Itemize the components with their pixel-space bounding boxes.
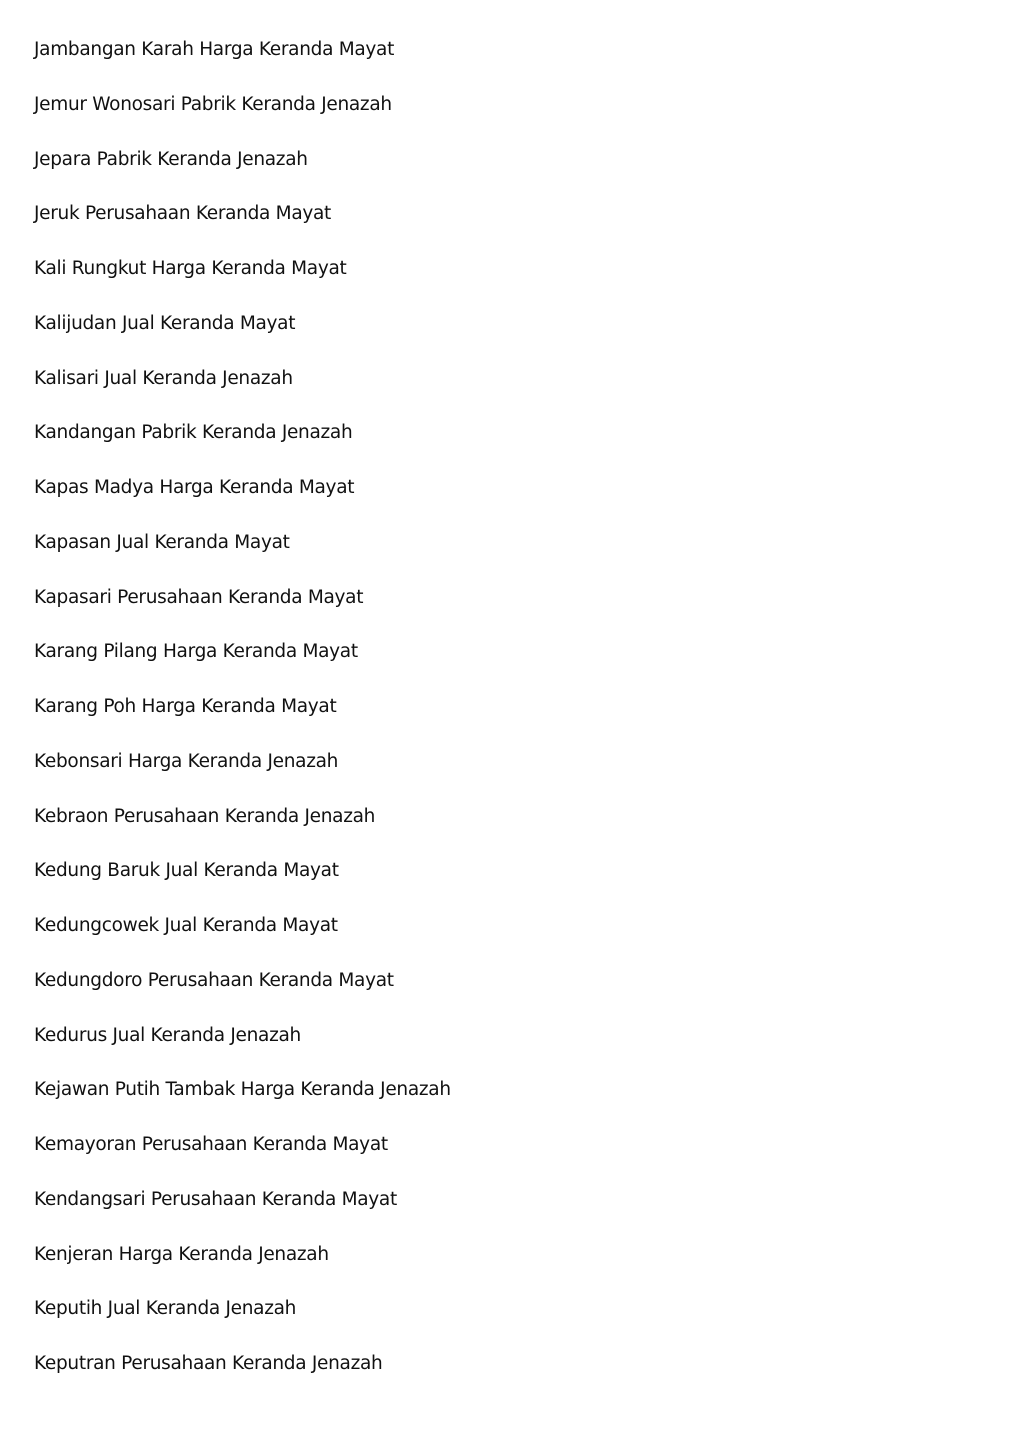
- list-item: [34, 91, 934, 146]
- list-item: [34, 529, 934, 584]
- list-item: [34, 1022, 934, 1077]
- list-item: [34, 748, 934, 803]
- entry-link[interactable]: Kejawan Putih Tambak Harga Keranda Jenazah: [34, 1079, 451, 1101]
- entry-link[interactable]: Kandangan Pabrik Keranda Jenazah: [34, 422, 353, 444]
- list-item: [34, 1131, 934, 1186]
- entry-link[interactable]: Kenjeran Harga Keranda Jenazah: [34, 1243, 329, 1265]
- entry-link[interactable]: Kedurus Jual Keranda Jenazah: [34, 1024, 301, 1046]
- entry-link[interactable]: Kapas Madya Harga Keranda Mayat: [34, 477, 355, 498]
- list-item: [34, 967, 934, 1022]
- list-item: [34, 803, 934, 858]
- list-item: [34, 1186, 934, 1241]
- list-item: [34, 1295, 934, 1350]
- entry-link[interactable]: Kapasari Perusahaan Keranda Mayat: [34, 586, 364, 608]
- list-item: [34, 693, 934, 748]
- list-item: [34, 1350, 934, 1405]
- entry-link[interactable]: Kedung Baruk Jual Keranda Mayat: [34, 860, 339, 882]
- entry-list: [34, 36, 934, 1405]
- entry-link[interactable]: Kebraon Perusahaan Keranda Jenazah: [34, 805, 376, 827]
- entry-link[interactable]: Jepara Pabrik Keranda Jenazah: [34, 148, 308, 170]
- list-item: [34, 1241, 934, 1296]
- entry-link[interactable]: Kebonsari Harga Keranda Jenazah: [34, 750, 339, 772]
- list-item: [34, 857, 934, 912]
- list-item: [34, 255, 934, 310]
- entry-link[interactable]: Keputih Jual Keranda Jenazah: [34, 1298, 297, 1320]
- list-item: [34, 365, 934, 420]
- entry-link[interactable]: Kapasan Jual Keranda Mayat: [34, 531, 290, 553]
- list-item: [34, 36, 934, 91]
- entry-link[interactable]: Jemur Wonosari Pabrik Keranda Jenazah: [34, 93, 392, 115]
- list-item: [34, 584, 934, 639]
- list-item: [34, 310, 934, 365]
- list-item: [34, 200, 934, 255]
- list-item: [34, 146, 934, 201]
- entry-link[interactable]: Kemayoran Perusahaan Keranda Mayat: [34, 1134, 388, 1155]
- entry-link[interactable]: Kalisari Jual Keranda Jenazah: [34, 367, 293, 389]
- entry-link[interactable]: Jambangan Karah Harga Keranda Mayat: [34, 39, 395, 60]
- entry-link[interactable]: Kali Rungkut Harga Keranda Mayat: [34, 258, 347, 279]
- entry-link[interactable]: Karang Pilang Harga Keranda Mayat: [34, 641, 358, 663]
- entry-link[interactable]: Kalijudan Jual Keranda Mayat: [34, 312, 296, 334]
- list-item: [34, 1076, 934, 1131]
- list-item: [34, 474, 934, 529]
- list-item: [34, 419, 934, 474]
- entry-link[interactable]: Karang Poh Harga Keranda Mayat: [34, 696, 337, 717]
- entry-link[interactable]: Keputran Perusahaan Keranda Jenazah: [34, 1353, 383, 1374]
- entry-link[interactable]: Jeruk Perusahaan Keranda Mayat: [34, 203, 332, 225]
- entry-link[interactable]: Kedungdoro Perusahaan Keranda Mayat: [34, 969, 394, 991]
- list-item: [34, 912, 934, 967]
- entry-link[interactable]: Kedungcowek Jual Keranda Mayat: [34, 915, 338, 936]
- list-item: [34, 638, 934, 693]
- entry-link[interactable]: Kendangsari Perusahaan Keranda Mayat: [34, 1188, 397, 1210]
